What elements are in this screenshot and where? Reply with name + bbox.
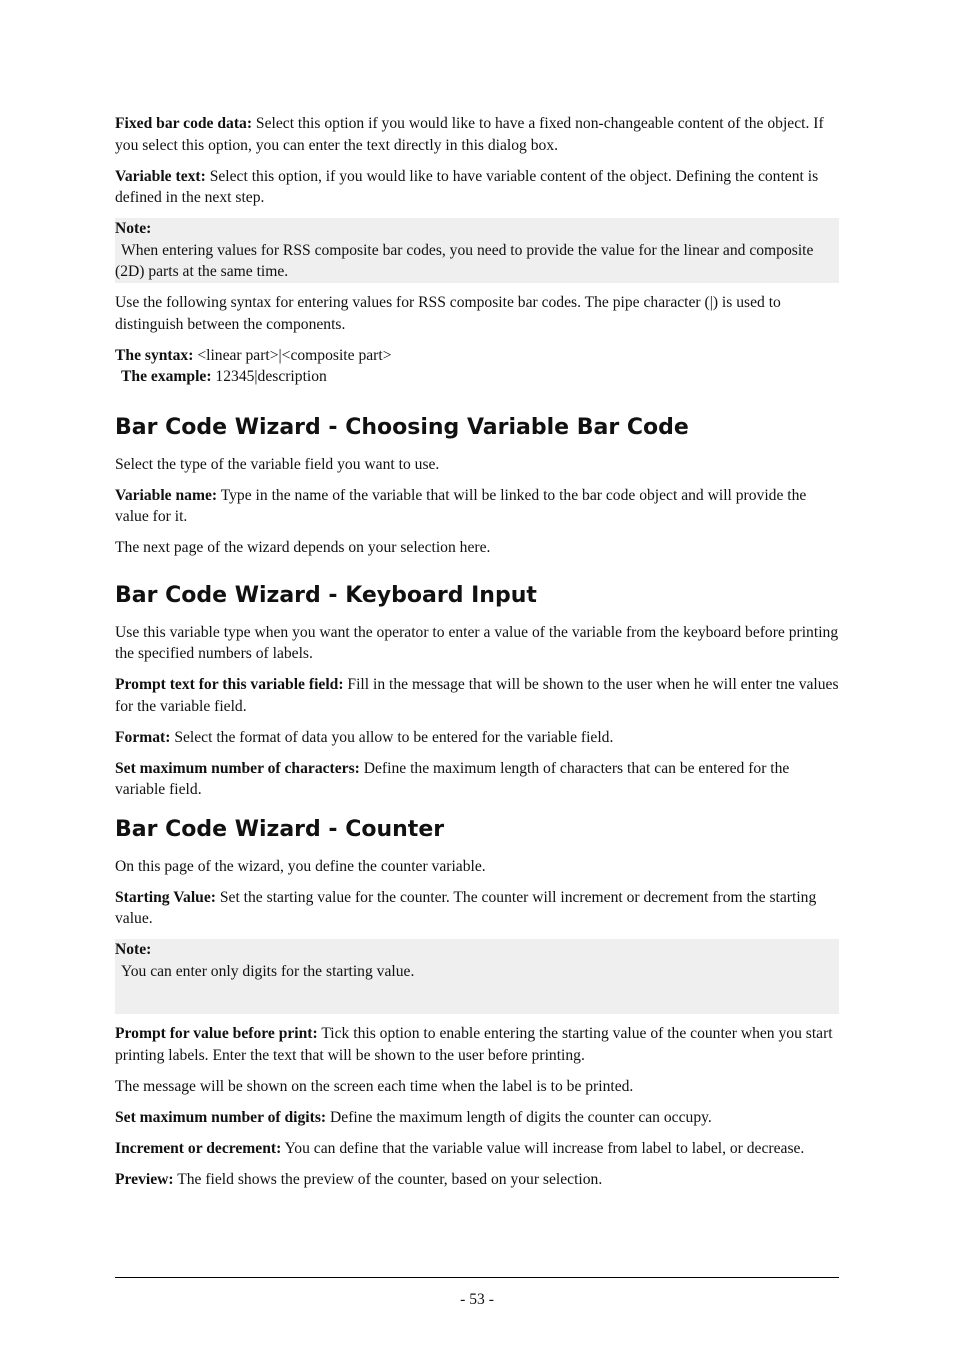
syntax-example-paragraph [115,345,839,388]
prompt-before-print-paragraph [115,1023,839,1066]
prompt-text-paragraph [115,674,839,717]
document-page [115,113,839,1200]
preview-label: Preview: [115,1170,174,1188]
max-digits-text: Define the maximum length of digits the counter can occupy. [326,1108,712,1126]
preview-paragraph [115,1169,839,1191]
message-paragraph: The message will be shown on the screen each time when the label is to be printed. [115,1077,634,1095]
max-characters-paragraph [115,758,839,801]
format-paragraph [115,727,839,749]
syntax-intro-paragraph: Use the following syntax for entering values for RSS composite bar codes. The pipe character (|) is used to distinguish between the components. [115,294,781,333]
heading-counter: Bar Code Wizard - Counter [115,816,445,842]
example-text: 12345|description [211,368,327,385]
counter-intro-paragraph: On this page of the wizard, you define the counter variable. [115,857,486,875]
max-digits-paragraph [115,1107,839,1129]
fixed-bar-code-paragraph [115,113,839,156]
syntax-text: <linear part>|<composite part> [193,346,392,364]
variable-name-paragraph [115,485,839,528]
page-number: - 53 - [460,1291,494,1308]
heading-keyboard-input: Bar Code Wizard - Keyboard Input [115,582,537,608]
variable-text-label: Variable text: [115,167,206,185]
prompt-before-print-text: Tick this option to enable entering the starting value of the counter when you start printing labels. Enter the text that will be shown to the user before printing. [115,1025,833,1064]
variable-text-text: Select this option, if you would like to have variable content of the object. Defining the content is defined in the next step. [115,167,819,206]
note-title: Note: [115,941,152,958]
heading-choosing-variable: Bar Code Wizard - Choosing Variable Bar Code [115,414,689,440]
increment-text: You can define that the variable value will increase from label to label, or decrease. [281,1139,805,1157]
starting-value-text: Set the starting value for the counter. The counter will increment or decrement from the starting value. [115,888,817,927]
next-page-paragraph: The next page of the wizard depends on your selection here. [115,539,491,556]
fixed-bar-code-label: Fixed bar code data: [115,115,253,132]
prompt-text-text: Fill in the message that will be shown to the user when he will enter tne values for the variable field. [115,676,839,715]
note-title: Note: [115,220,152,237]
max-digits-label: Set maximum number of digits: [115,1108,327,1126]
note-text: You can enter only digits for the starting value. [121,962,415,980]
max-characters-label: Set maximum number of characters: [115,759,360,777]
variable-text-paragraph [115,166,839,209]
starting-value-label: Starting Value: [115,888,216,906]
example-line [115,368,327,385]
variable-type-paragraph: Select the type of the variable field you want to use. [115,455,440,473]
note-text: When entering values for RSS composite bar codes, you need to provide the value for the linear and composite (2D) parts at the same time. [115,241,814,280]
max-characters-text: Define the maximum length of characters that can be entered for the variable field. [115,759,790,798]
note-box-digits [115,939,839,1014]
fixed-bar-code-text: Select this option if you would like to have a fixed non-changeable content of the object. If you select this option, you can enter the text directly in this dialog box. [115,115,824,154]
prompt-text-label: Prompt text for this variable field: [115,676,344,693]
format-label: Format: [115,728,171,746]
increment-paragraph [115,1138,839,1160]
format-text: Select the format of data you allow to be entered for the variable field. [170,728,614,746]
increment-label: Increment or decrement: [115,1139,282,1157]
example-label: The example: [121,368,212,385]
variable-name-label: Variable name: [115,486,218,504]
syntax-label: The syntax: [115,346,194,364]
preview-text: The field shows the preview of the counter, based on your selection. [173,1170,603,1188]
starting-value-paragraph [115,887,839,930]
variable-name-text: Type in the name of the variable that will be linked to the bar code object and will provide the value for it. [115,486,807,525]
note-box-rss [115,218,839,283]
keyboard-intro-paragraph: Use this variable type when you want the operator to enter a value of the variable from the keyboard before printing the specified numbers of labels. [115,623,839,662]
prompt-before-print-label: Prompt for value before print: [115,1025,318,1042]
footer-divider [115,1277,839,1278]
